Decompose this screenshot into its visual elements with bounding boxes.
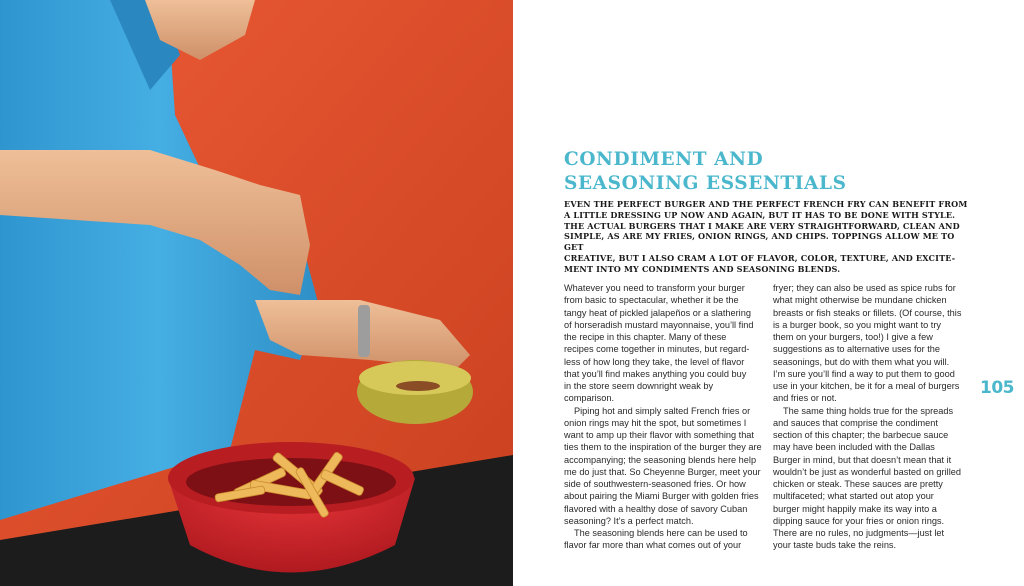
body-line: There are no rules, no judgments—just let (773, 528, 945, 538)
body-line: from basic to spectacular, whether it be the (564, 295, 739, 306)
body-line: The seasoning blends here can be used to (574, 528, 748, 538)
body-line: Burger in mind, but that doesn’t mean that it (773, 454, 952, 465)
body-line: suggestions as to alternative uses for the (773, 344, 941, 355)
body-line: breasts or fish steaks or fillets. (Of course, this (773, 307, 962, 318)
body-line: may have been included with the Dallas (773, 442, 935, 453)
body-line: Whatever you need to transform your burger (564, 283, 745, 293)
body-line: I’m sure you’ll find a way to put them to good (773, 368, 955, 379)
body-line: The same thing holds true for the spreads (783, 405, 954, 416)
body-line: dipping sauce for your fries or onion rings. (773, 515, 945, 526)
body-line: that you’ll find makes anything you could buy (564, 368, 747, 379)
body-line: tangy heat of pickled jalapeños or a slathering (564, 307, 751, 318)
body-line: in the store seem downright weak by (564, 381, 714, 391)
intro-line: A LITTLE DRESSING UP NOW AND AGAIN, BUT IT HAS TO BE DONE WITH STYLE. (564, 209, 956, 220)
body-line: comparison. (564, 393, 615, 404)
body-line: fryer; they can also be used as spice rubs for (773, 283, 956, 293)
body-line: them on your burgers, too!) I give a few (773, 332, 933, 342)
body-line: and sauces that comprise the condiment (773, 417, 938, 428)
body-line: about pairing the Miami Burger with golden fries (564, 491, 759, 502)
body-line: ties them to the inspiration of the burger they are (564, 442, 762, 453)
body-line: your taste buds take the reins. (773, 540, 897, 551)
body-line: and fries or not. (773, 393, 837, 404)
body-line: seasoning? It’s a perfect match. (564, 515, 694, 526)
intro-line: EVEN THE PERFECT BURGER AND THE PERFECT FRENCH FRY CAN BENEFIT FROM (564, 199, 968, 209)
title-line: SEASONING ESSENTIALS (564, 173, 847, 194)
body-line: multifaceted; what started out atop your (773, 491, 934, 502)
body-line: section of this chapter; the barbecue sauce (773, 430, 949, 440)
body-line: accompanying; the seasoning blends here help (564, 454, 757, 465)
wristwatch (358, 305, 370, 357)
body-line: flavor far more than what comes out of your (564, 540, 742, 551)
title-line: CONDIMENT AND (564, 149, 764, 170)
body-line: flavored with a healthy dose of savory Cuban (564, 503, 748, 514)
intro-paragraph (564, 199, 969, 275)
body-column-left (564, 282, 762, 552)
body-line: burger might happily make its way into a (773, 503, 937, 514)
body-line: seasonings, but do with them what you will. (773, 356, 950, 367)
body-line: onion rings may hit the spot, but sometimes I (564, 417, 747, 428)
body-line: wouldn’t be just as wonderful basted on grilled (773, 466, 961, 477)
intro-line: CREATIVE, BUT I ALSO CRAM A LOT OF FLAVOR, COLOR, TEXTURE, AND EXCITE- (564, 252, 956, 263)
page-number: 105 (980, 378, 1014, 398)
body-line: side of southwestern-seasoned fries. Or how (564, 479, 746, 489)
body-line: is a burger book, so you might want to try (773, 319, 942, 330)
body-line: chicken or steak. These sauces are pretty (773, 479, 943, 489)
body-line: what might otherwise be mundane chicken (773, 295, 947, 306)
body-line: me do just that. So Cheyenne Burger, meet your (564, 466, 761, 477)
body-line: Piping hot and simply salted French fries or (574, 405, 751, 416)
chapter-title (564, 148, 847, 196)
intro-line: SIMPLE, AS ARE MY FRIES, ONION RINGS, AND CHIPS. TOPPINGS ALLOW ME TO GET (564, 231, 955, 253)
intro-line: MENT INTO MY CONDIMENTS AND SEASONING BLENDS. (564, 263, 841, 274)
body-line: less of how long they take, the level of flavor (564, 356, 745, 367)
text-page (513, 0, 1024, 586)
body-line: want to amp up their flavor with something that (564, 430, 754, 440)
intro-line: THE ACTUAL BURGERS THAT I MAKE ARE VERY STRAIGHTFORWARD, CLEAN AND (564, 220, 960, 231)
body-line: of horseradish mustard mayonnaise, you’ll find (564, 319, 754, 330)
body-line: use in your kitchen, be it for a meal of burgers (773, 381, 960, 391)
body-column-right (773, 282, 961, 552)
body-line: the recipe in this chapter. Many of these (564, 332, 727, 342)
body-line: recipes come together in minutes, but regard- (564, 344, 750, 355)
